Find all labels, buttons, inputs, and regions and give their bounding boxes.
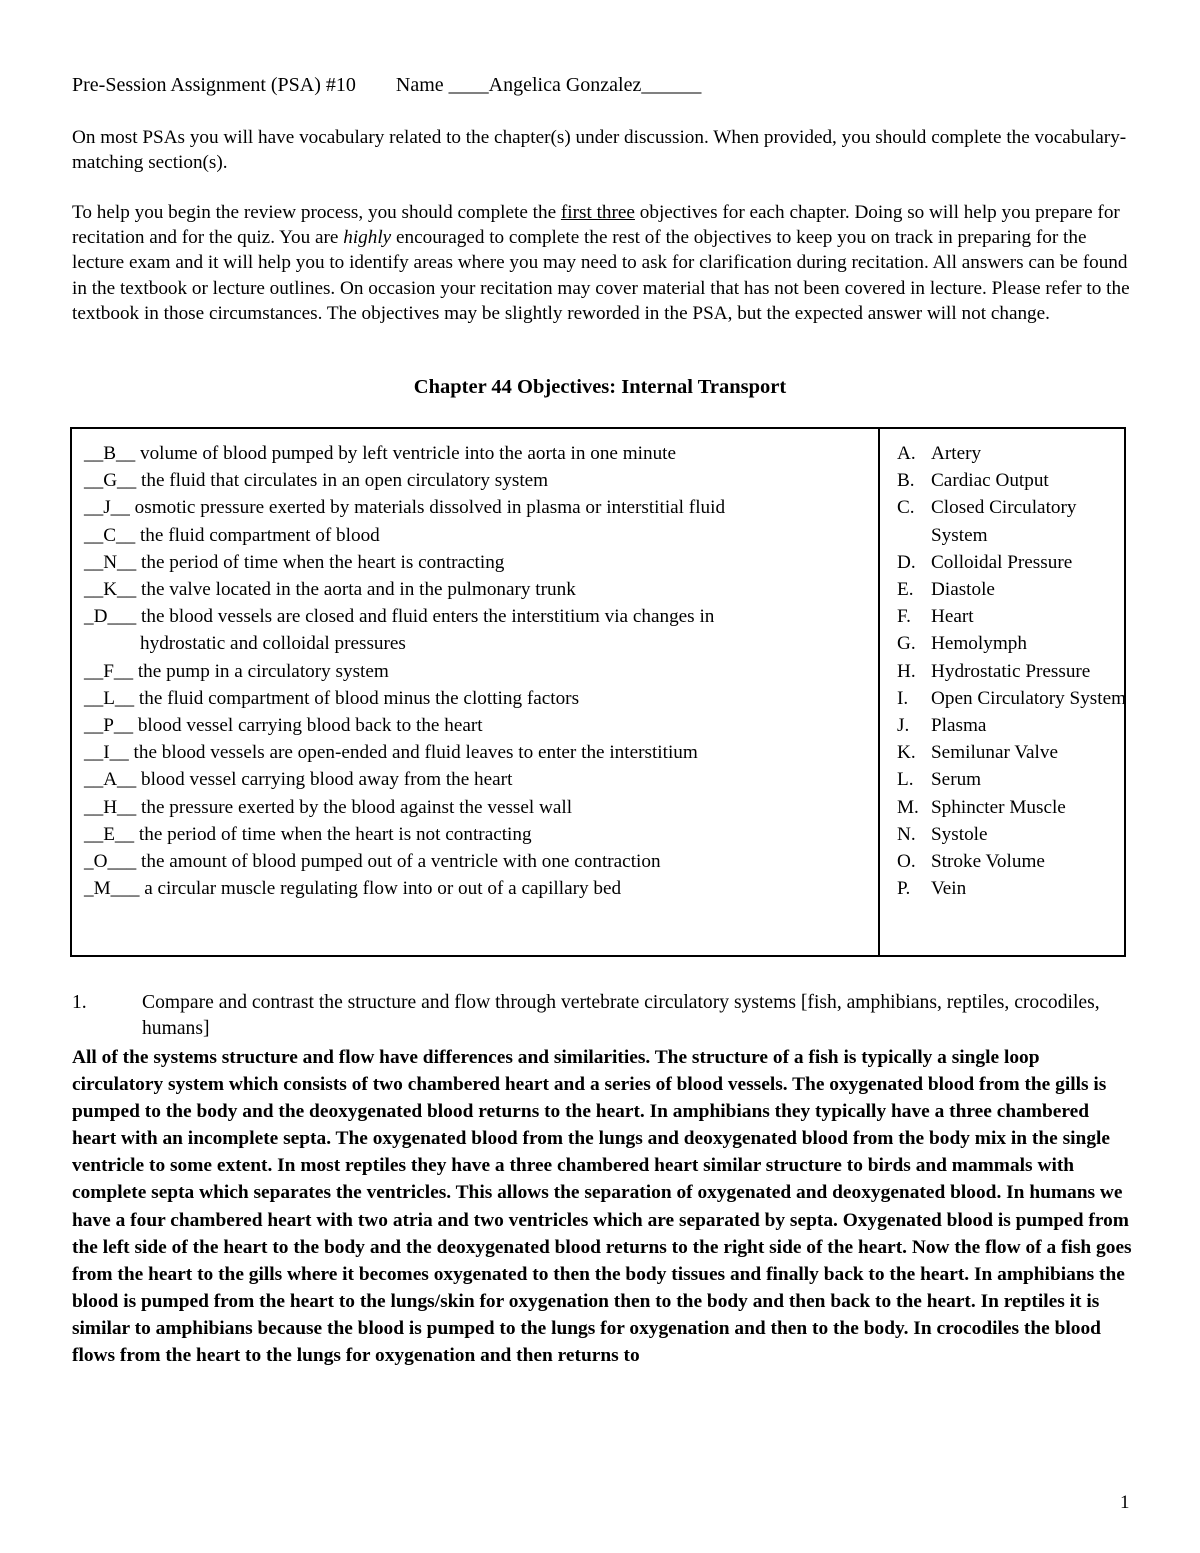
matching-item: _D___ the blood vessels are closed and fluid enters the interstitium via changes in [84,606,715,628]
option-item: D. Colloidal Pressure [897,551,1073,573]
option-item: B. Cardiac Output [897,470,1049,492]
page-number: 1 [1120,1492,1130,1513]
question-1-answer: All of the systems structure and flow have differences and similarities. The structure of a fish is typically a single loop circulatory system which consists of two chambered heart and a series of blood vessels. The oxygenated blood from the gills is pumped to the body and the deoxygenated blood returns to the heart. In amphibians they typically have a three chambered heart with an incomplete septa. The oxygenated blood from the lungs and deoxygenated blood from the body mix in the single ventricle to some extent. In most reptiles they have a three chambered heart similar structure to birds and mammals with complete septa which separates the ventricles. This allows the separation of oxygenated and deoxygenated blood. In humans we have a four chambered heart with two atria and two ventricles which are separated by septa. Oxygenated blood is pumped from the left side of the heart to the body and the deoxygenated blood returns to the right side of the heart. Now the flow of a fish goes from the heart to the gills where it becomes oxygenated to then the body tissues and finally back to the heart. In amphibians the blood is pumped from the heart to the lungs/skin for oxygenation then to the body and then back to the heart. In reptiles it is similar to amphibians because the blood is pumped to the lungs for oxygenation and then to the body. In crocodiles the blood flows from the heart to the lungs for oxygenation and then returns to [72,1047,1132,1367]
option-item: M. Sphincter Muscle [897,796,1066,818]
matching-options [897,440,1127,902]
underlined-text: first three [560,202,635,223]
option-item: P. Vein [897,878,967,900]
matching-item: __H__ the pressure exerted by the blood against the vessel wall [84,796,573,818]
option-item: I. Open Circulatory System [897,687,1127,709]
student-name: Name ____Angelica Gonzalez______ [395,74,702,96]
italic-text: highly [343,227,392,249]
question-number: 1. [72,992,87,1013]
matching-item: __G__ the fluid that circulates in an open circulatory system [84,470,549,492]
option-item: N. Systole [897,823,988,845]
matching-item: __I__ the blood vessels are open-ended and fluid leaves to enter the interstitium [84,742,698,764]
intro-paragraph-1: On most PSAs you will have vocabulary related to the chapter(s) under discussion. When provided, you should complete the vocabulary-matching section(s). [72,127,1127,174]
matching-item: __F__ the pump in a circulatory system [84,660,389,682]
matching-item: __E__ the period of time when the heart is not contracting [84,823,532,845]
matching-item: __K__ the valve located in the aorta and in the pulmonary trunk [84,579,576,601]
option-item: O. Stroke Volume [897,851,1045,873]
option-item: E. Diastole [897,579,995,601]
column-divider [878,429,880,955]
matching-item: __L__ the fluid compartment of blood minus the clotting factors [84,687,580,709]
matching-item: _M___ a circular muscle regulating flow into or out of a capillary bed [84,878,622,900]
matching-item: _O___ the amount of blood pumped out of a ventricle with one contraction [84,851,661,873]
matching-item: __B__ volume of blood pumped by left ventricle into the aorta in one minute [84,443,677,464]
option-item: G. Hemolymph [897,633,1027,655]
option-item: F. Heart [897,606,974,628]
option-item: L. Serum [897,769,982,791]
option-item: C. Closed Circulatory System [897,497,1077,546]
page-header [72,74,701,97]
matching-item: __J__ osmotic pressure exerted by materials dissolved in plasma or interstitial fluid [84,497,726,519]
assignment-title: Pre-Session Assignment (PSA) #10 [72,74,356,96]
matching-items [84,440,874,902]
matching-item-continuation: hydrostatic and colloidal pressures [140,633,406,655]
matching-item: __P__ blood vessel carrying blood back to the heart [84,715,483,737]
option-item: J. Plasma [897,715,987,737]
chapter-title: Chapter 44 Objectives: Internal Transport [413,376,787,398]
option-item: H. Hydrostatic Pressure [897,660,1091,682]
intro-paragraph-2: To help you begin the review process, you should complete the first three objectives for each chapter. Doing so will help you prepare for recitation and for the quiz. You are highly encouraged to complete the rest of the objectives to keep you on track in preparing for the lecture exam and it will help you to identify areas where you may need to ask for clarification during recitation. All answers can be found in the textbook or lecture outlines. On occasion your recitation may cover material that has not been covered in lecture. Please refer to the textbook in those circumstances. The objectives may be slightly reworded in the PSA, but the expected answer will not change. [72,202,1130,324]
matching-item: __C__ the fluid compartment of blood [84,524,380,546]
matching-item: __N__ the period of time when the heart is contracting [84,551,505,573]
question-1 [72,990,1134,1041]
matching-item: __A__ blood vessel carrying blood away from the heart [84,769,513,791]
vocabulary-matching-table [70,427,1126,957]
option-item: K. Semilunar Valve [897,742,1059,764]
option-item: A. Artery [897,443,982,464]
question-text: Compare and contrast the structure and flow through vertebrate circulatory systems [fish, amphibians, reptiles, crocodiles, humans] [142,992,1100,1039]
